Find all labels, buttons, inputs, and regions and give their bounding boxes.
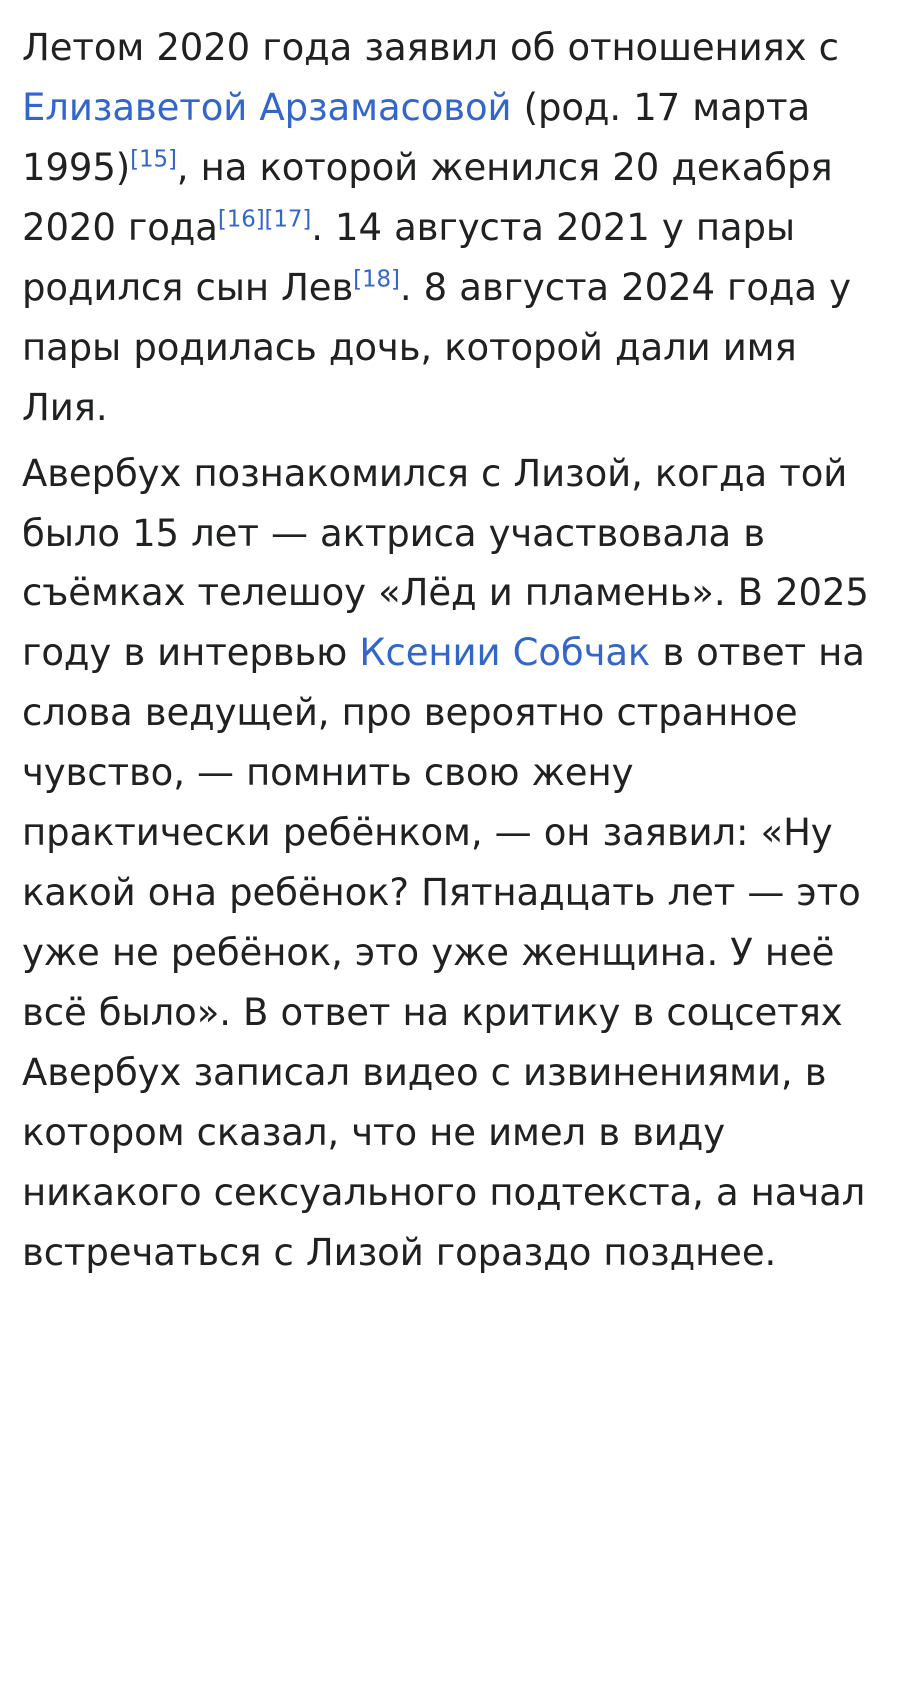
wiki-link[interactable]: Елизаветой Арзамасовой [22, 85, 512, 129]
reference-marker[interactable] [218, 206, 265, 232]
paragraph-acquaintance [22, 444, 878, 1283]
paragraph-text: в ответ на слова ведущей, про вероятно странное чувство, — помнить свою жену практически ребёнком, — он заявил: «Ну какой она ребёнок? Пятнадцать лет — это уже не ребёнок, это уже женщина. У неё всё было». В ответ на критику в соцсетях Авербух записал видео с извинениями, в котором сказал, что не имел в виду никакого сексуального подтекста, а начал встречаться с Лизой гораздо позднее. [22, 631, 866, 1274]
reference-marker[interactable] [265, 206, 312, 232]
paragraph-text: , на которой женился 20 декабря 2020 года [22, 145, 833, 249]
paragraphs-container [22, 18, 878, 1283]
reference-link[interactable]: [16] [217, 206, 265, 233]
paragraph-text: Авербух познакомился с Лизой, когда той было 15 лет — актриса участвовала в съёмках телешоу «Лёд и пламень». В 2025 году в интервью [22, 451, 869, 675]
reference-marker[interactable] [130, 147, 177, 173]
paragraph-text: Летом 2020 года заявил об отношениях с [22, 26, 839, 69]
paragraph-text: . 8 августа 2024 года у пары родилась дочь, которой дали имя Лия. [22, 265, 851, 429]
reference-link[interactable]: [17] [264, 206, 312, 233]
reference-link[interactable]: [15] [130, 146, 177, 173]
reference-link[interactable]: [18] [353, 266, 400, 293]
reference-marker[interactable] [353, 266, 400, 292]
paragraph-text: (род. 17 марта 1995) [22, 85, 811, 189]
wiki-link[interactable]: Ксении Собчак [359, 631, 651, 675]
paragraph-text: . 14 августа 2021 у пары родился сын Лев [22, 205, 795, 309]
paragraph-personal-life [22, 18, 878, 438]
